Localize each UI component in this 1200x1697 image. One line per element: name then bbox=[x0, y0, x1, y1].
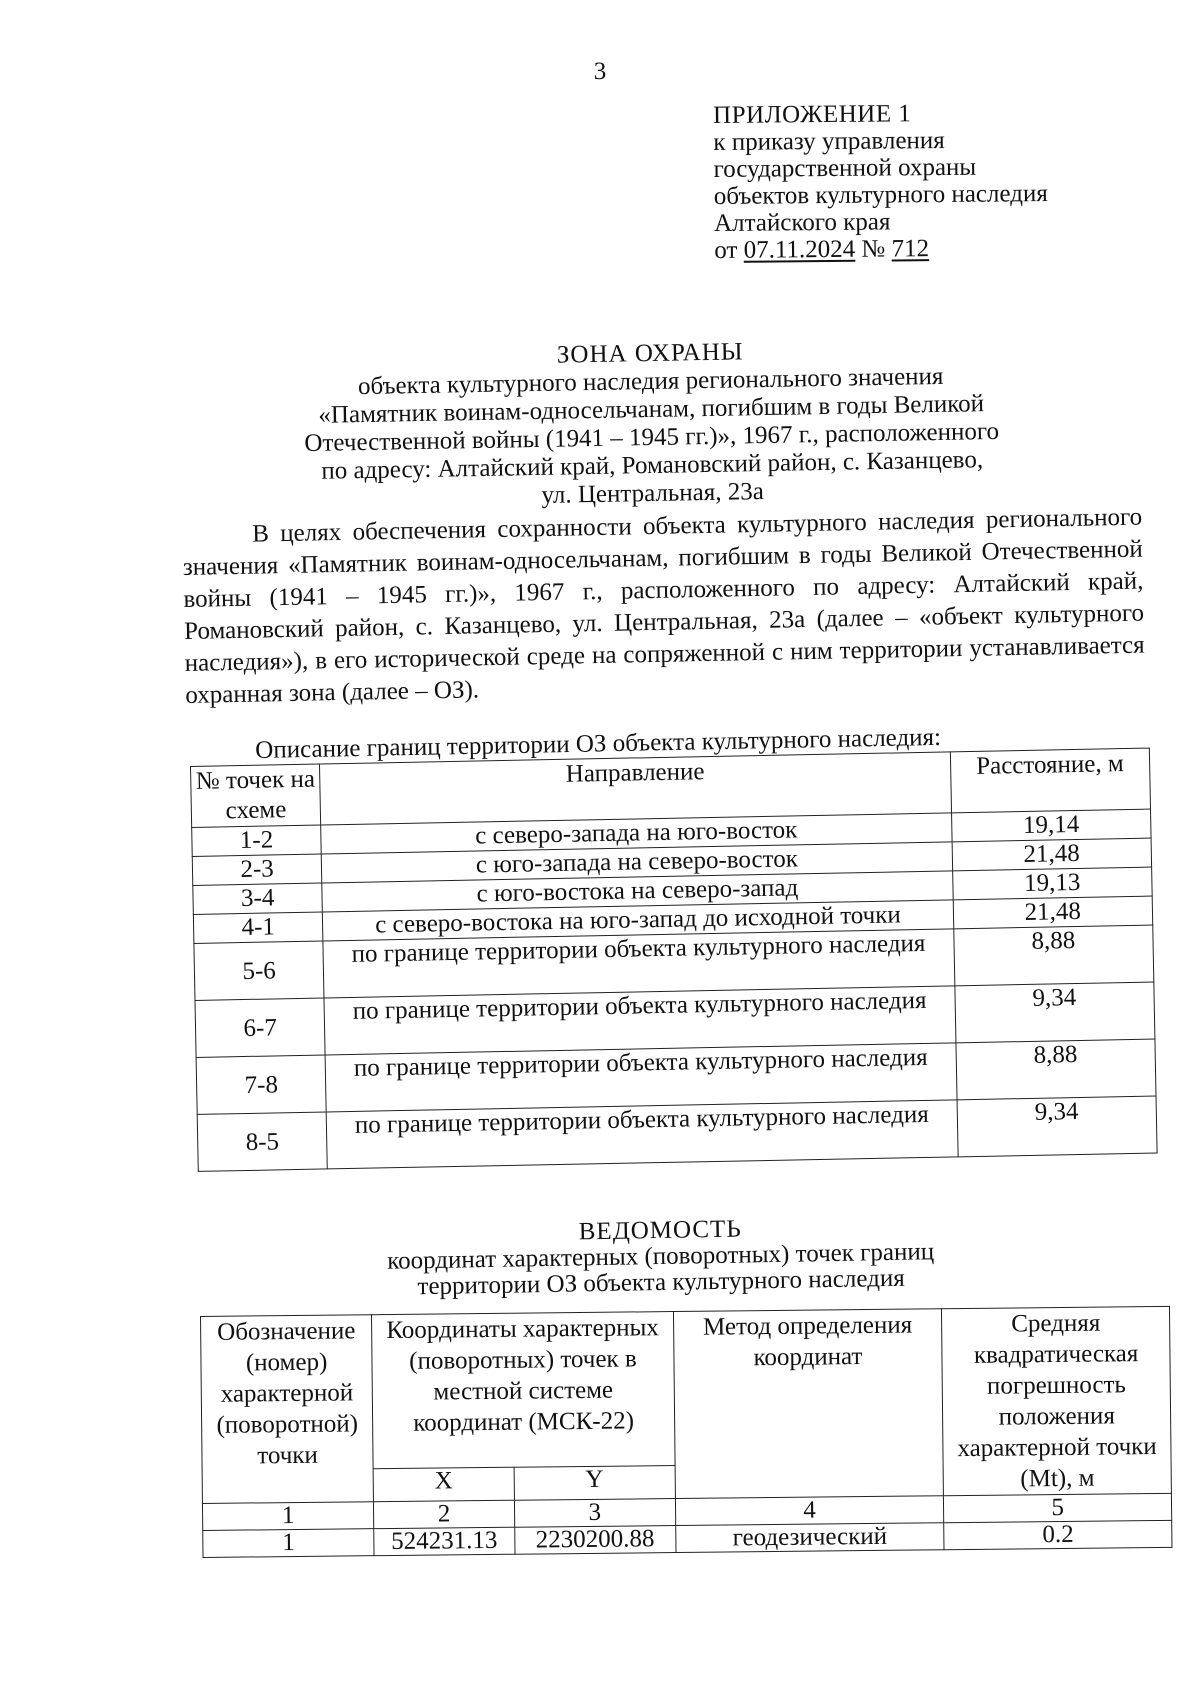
col-number-5: 5 bbox=[944, 1493, 1172, 1522]
cell-direction: с северо-востока на юго-запад до исходной точки bbox=[323, 900, 954, 941]
cell-distance: 8,88 bbox=[953, 925, 1153, 986]
cell-distance: 21,48 bbox=[952, 838, 1152, 871]
cell-direction: по границе территории объекта культурного наследия bbox=[323, 929, 954, 998]
cell-error: 0.2 bbox=[944, 1520, 1172, 1549]
appendix-line-4: Алтайского края bbox=[713, 208, 891, 237]
header-distance: Расстояние, м bbox=[950, 748, 1151, 813]
header-method: Метод определения координат bbox=[673, 1309, 944, 1499]
zone-line-3: Отечественной войны (1941 – 1945 гг.)», 1967 г., расположенного bbox=[304, 417, 1000, 458]
col-number-2: 2 bbox=[374, 1500, 515, 1528]
cell-points: 2-3 bbox=[192, 854, 322, 885]
zone-title-block bbox=[230, 333, 1073, 516]
cell-designation: 1 bbox=[203, 1529, 375, 1558]
cell-distance: 9,34 bbox=[957, 1096, 1157, 1157]
appendix-line-1: к приказу управления bbox=[713, 126, 945, 156]
header-error: Средняя квадратическая погрешность положения характерной точки (Mt), м bbox=[942, 1306, 1172, 1495]
header-points: № точек на схеме bbox=[191, 764, 321, 827]
cell-distance: 21,48 bbox=[953, 896, 1153, 929]
zone-line-1: объекта культурного наследия регионального значения bbox=[357, 362, 944, 401]
appendix-number-sign: № bbox=[861, 235, 886, 263]
header-direction: Направление bbox=[320, 752, 951, 825]
boundaries-caption: Описание границ территории ОЗ объекта культурного наследия: bbox=[255, 723, 942, 764]
cell-points: 6-7 bbox=[195, 998, 325, 1057]
statement-line-1: координат характерных (поворотных) точек границ bbox=[386, 1238, 935, 1275]
cell-direction: с юго-запада на северо-восток bbox=[321, 842, 952, 883]
zone-line-2: «Памятник воинам-односельчанам, погибшим в годы Великой bbox=[318, 390, 985, 429]
col-number-3: 3 bbox=[514, 1499, 675, 1528]
zone-heading: ЗОНА ОХРАНЫ bbox=[556, 338, 744, 369]
cell-direction: по границе территории объекта культурного наследия bbox=[324, 986, 955, 1055]
appendix-date: 07.11.2024 bbox=[743, 235, 856, 264]
cell-points: 4-1 bbox=[193, 912, 323, 943]
intro-paragraph-text: В целях обеспечения сохранности объекта культурного наследия регионального значения «Памятник воинам-односельчанам, погибшим в годы Великой Отечественной войны (1941 – 1945 гг.)», 1967 г., расположенного по адресу: Алтайский край, Романовский район, с. Казанцево, ул. Центральная, 23а (далее – «объект культурного наследия»), в его исторической среде на сопряженной с ним территории устанавливается охранная зона (далее – ОЗ). bbox=[182, 503, 1145, 709]
header-y: Y bbox=[514, 1465, 675, 1500]
cell-direction: по границе территории объекта культурного наследия bbox=[325, 1043, 956, 1112]
col-number-4: 4 bbox=[675, 1496, 944, 1526]
cell-direction: с юго-востока на северо-запад bbox=[322, 871, 953, 912]
appendix-block bbox=[713, 99, 1048, 264]
boundaries-table bbox=[190, 748, 1158, 1172]
cell-points: 3-4 bbox=[193, 883, 323, 914]
statement-title-block bbox=[300, 1212, 1021, 1303]
coordinates-table bbox=[200, 1306, 1172, 1558]
cell-distance: 19,14 bbox=[951, 809, 1151, 842]
cell-points: 1-2 bbox=[192, 825, 322, 856]
appendix-number: 712 bbox=[891, 235, 930, 263]
cell-points: 5-6 bbox=[194, 941, 324, 1000]
intro-paragraph bbox=[182, 502, 1146, 712]
page-number: 3 bbox=[593, 58, 607, 85]
col-number-1: 1 bbox=[202, 1502, 374, 1531]
cell-points: 8-5 bbox=[197, 1112, 327, 1171]
coordinates-header-row bbox=[201, 1306, 1172, 1470]
header-coordinates: Координаты характерных (поворотных) точек в местной системе координат (МСК-22) bbox=[372, 1312, 675, 1469]
cell-direction: с северо-запада на юго-восток bbox=[321, 813, 952, 854]
cell-points: 7-8 bbox=[196, 1055, 326, 1114]
header-x: X bbox=[373, 1467, 514, 1502]
appendix-date-line bbox=[714, 234, 1048, 264]
cell-direction: по границе территории объекта культурного наследия bbox=[326, 1100, 957, 1169]
appendix-line-3: объектов культурного наследия bbox=[713, 180, 1048, 210]
zone-line-4: по адресу: Алтайский край, Романовский район, с. Казанцево, bbox=[321, 446, 984, 485]
appendix-line-2: государственной охраны bbox=[713, 153, 977, 183]
statement-heading: ВЕДОМОСТЬ bbox=[578, 1215, 742, 1246]
cell-distance: 9,34 bbox=[954, 982, 1154, 1043]
cell-distance: 19,13 bbox=[952, 867, 1152, 900]
zone-line-5: ул. Центральная, 23а bbox=[541, 478, 765, 509]
cell-distance: 8,88 bbox=[956, 1039, 1156, 1100]
appendix-title: ПРИЛОЖЕНИЕ 1 bbox=[713, 100, 912, 129]
cell-method: геодезический bbox=[675, 1523, 944, 1553]
statement-line-2: территории ОЗ объекта культурного наследия bbox=[417, 1264, 905, 1301]
cell-x: 524231.13 bbox=[374, 1527, 515, 1555]
header-designation: Обозначение (номер) характерной (поворотной) точки bbox=[201, 1315, 374, 1504]
cell-y: 2230200.88 bbox=[514, 1526, 675, 1555]
appendix-date-prefix: от bbox=[714, 236, 738, 264]
